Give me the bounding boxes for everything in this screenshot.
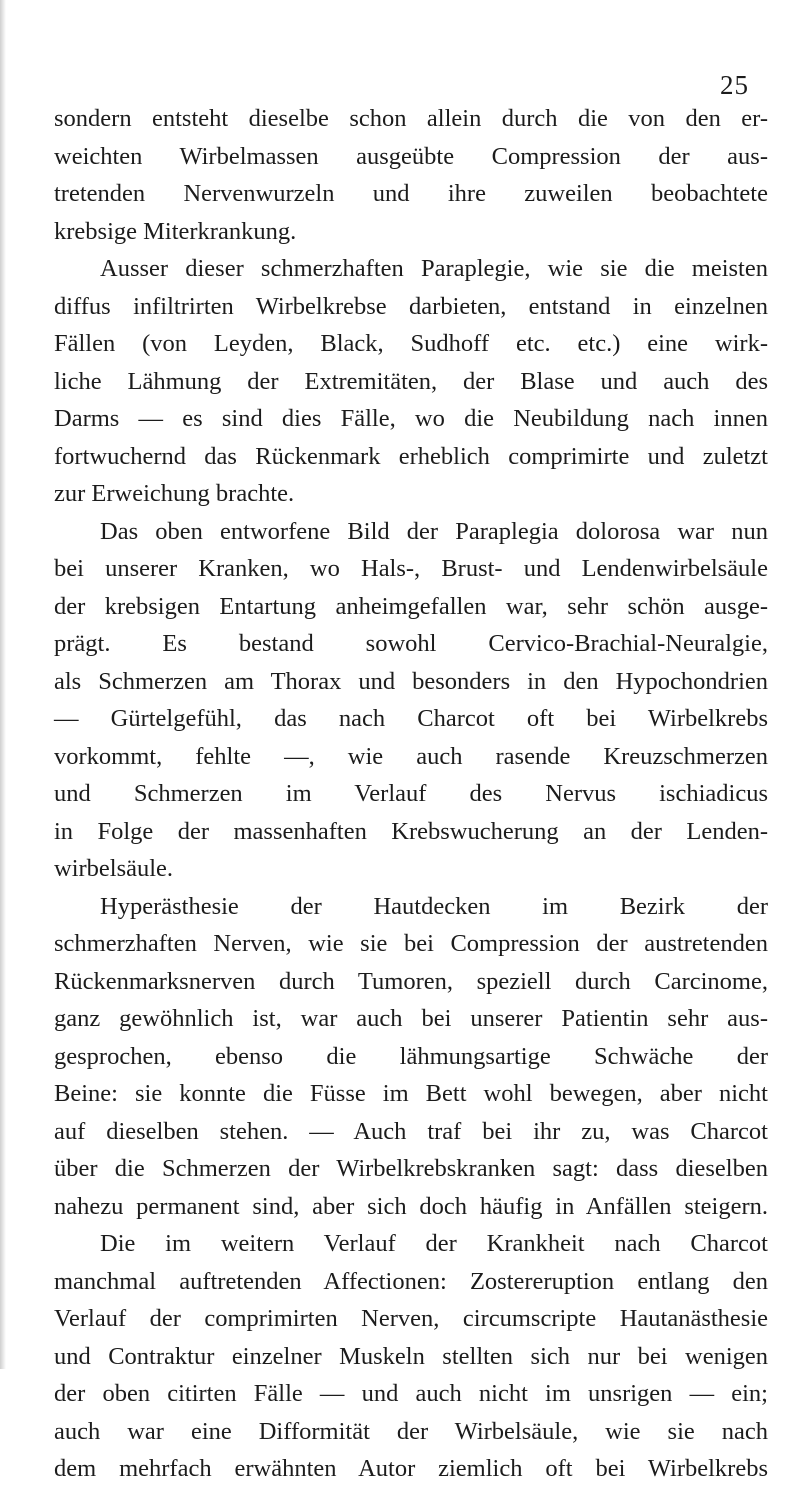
text-line: tretenden Nervenwurzeln und ihre zuweilen beobachtete <box>54 180 768 207</box>
text-line: auch war eine Difformität der Wirbelsäule, wie sie nach <box>54 1417 768 1445</box>
text-line: bei unserer Kranken, wo Hals-, Brust- und Lendenwirbelsäule <box>54 555 768 582</box>
text-line: Hyperästhesie der Hautdecken im Bezirk der <box>100 892 768 920</box>
text-line: dem mehrfach erwähnten Autor ziemlich oft bei Wirbelkrebs <box>54 1455 768 1482</box>
text-line: Ausser dieser schmerzhaften Paraplegie, wie sie die meisten <box>100 255 768 282</box>
text-line: Verlauf der comprimirten Nerven, circumscripte Hautanästhesie <box>54 1305 768 1332</box>
text-line: krebsige Miterkrankung. <box>54 217 297 245</box>
text-line: schmerzhaften Nerven, wie sie bei Compression der austretenden <box>54 930 768 957</box>
text-line: der oben citirten Fälle — und auch nicht im unsrigen — ein; <box>54 1380 768 1407</box>
text-line: in Folge der massenhaften Krebswucherung an der Lenden- <box>54 817 768 845</box>
text-line: auf dieselben stehen. — Auch traf bei ihr zu, was Charcot <box>54 1117 768 1145</box>
text-line: Die im weitern Verlauf der Krankheit nach Charcot <box>100 1230 768 1257</box>
text-line: als Schmerzen am Thorax und besonders in den Hypochondrien <box>54 667 768 695</box>
text-line: und Schmerzen im Verlauf des Nervus ischiadicus <box>54 780 768 807</box>
text-line: zur Erweichung brachte. <box>54 480 295 507</box>
text-line: Rückenmarksnerven durch Tumoren, speziell durch Carcinome, <box>54 967 768 995</box>
text-line: Das oben entworfene Bild der Paraplegia dolorosa war nun <box>100 517 768 545</box>
text-line: fortwuchernd das Rückenmark erheblich comprimirte und zuletzt <box>54 442 768 470</box>
text-line: wirbelsäule. <box>54 855 174 882</box>
body-text <box>54 100 768 1488</box>
text-line: Darms — es sind dies Fälle, wo die Neubildung nach innen <box>54 405 768 432</box>
text-line: Beine: sie konnte die Füsse im Bett wohl bewegen, aber nicht <box>54 1080 768 1107</box>
text-line: und Contraktur einzelner Muskeln stellten sich nur bei wenigen <box>54 1342 768 1370</box>
page-number: 25 <box>720 70 749 100</box>
text-line: über die Schmerzen der Wirbelkrebskranken sagt: dass dieselben <box>54 1155 768 1182</box>
text-line: sondern entsteht dieselbe schon allein durch die von den er- <box>54 105 768 132</box>
text-line: liche Lähmung der Extremitäten, der Blase und auch des <box>54 367 768 395</box>
text-line: weichten Wirbelmassen ausgeübte Compression der aus- <box>54 142 768 170</box>
text-line: nahezu permanent sind, aber sich doch häufig in Anfällen steigern. <box>54 1192 768 1220</box>
text-line: vorkommt, fehlte —, wie auch rasende Kreuzschmerzen <box>54 742 768 770</box>
text-line: Fällen (von Leyden, Black, Sudhoff etc. etc.) eine wirk- <box>54 330 768 357</box>
text-line: der krebsigen Entartung anheimgefallen war, sehr schön ausge- <box>54 592 768 620</box>
text-line: ganz gewöhnlich ist, war auch bei unserer Patientin sehr aus- <box>54 1005 768 1032</box>
text-line: diffus infiltrirten Wirbelkrebse darbieten, entstand in einzelnen <box>54 292 768 320</box>
text-line: — Gürtelgefühl, das nach Charcot oft bei Wirbelkrebs <box>54 705 768 732</box>
text-line: gesprochen, ebenso die lähmungsartige Schwäche der <box>54 1042 768 1070</box>
text-line: prägt. Es bestand sowohl Cervico-Brachial-Neuralgie, <box>54 630 768 657</box>
text-line: manchmal auftretenden Affectionen: Zostereruption entlang den <box>54 1267 768 1295</box>
page-left-edge-shadow <box>0 0 6 1369</box>
